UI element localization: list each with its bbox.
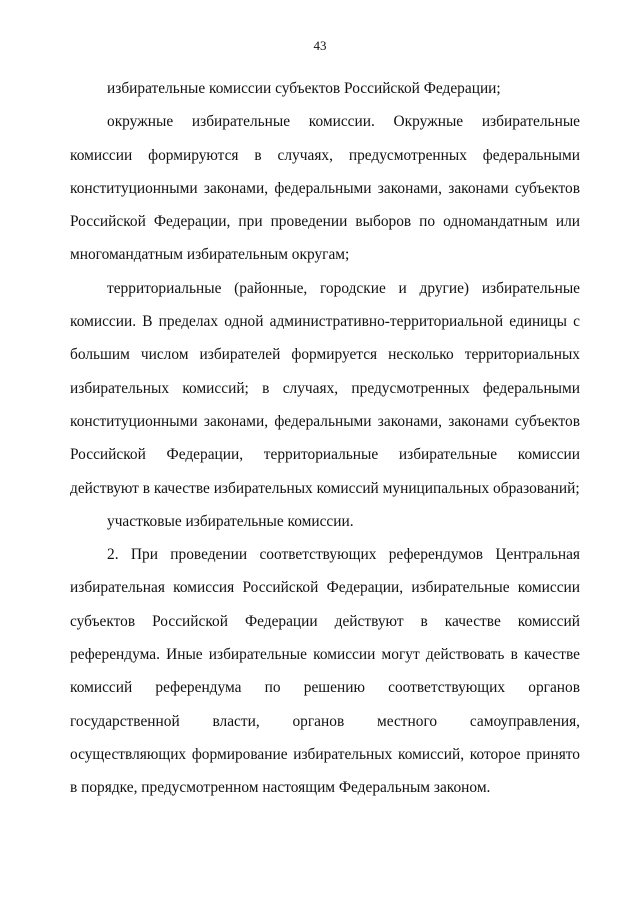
paragraph-referendum-clause: 2. При проведении соответствующих референдумов Центральная избирательная комиссия Российской Федерации, избирательные комиссии субъектов Российской Федерации действуют в качестве комиссий референдума. Иные избирательные комиссии могут действовать в качестве комиссий референдума по решению соответствующих органов государственной власти, органов местного самоуправления, осуществляющих формирование избирательных комиссий, которое принято в порядке, предусмотренном настоящим Федеральным законом. [70, 546, 580, 797]
page-number: 43 [313, 38, 327, 53]
paragraph-territorial-commissions: территориальные (районные, городские и другие) избирательные комиссии. В пределах одной административно-территориальной единицы с большим числом избирателей формируется несколько территориальных избирательных комиссий; в случаях, предусмотренных федеральными конституционными законами, федеральными законами, законами субъектов Российской Федерации, территориальные избирательные комиссии действуют в качестве избирательных комиссий муниципальных образований; [70, 279, 580, 497]
paragraph-regional-commissions: избирательные комиссии субъектов Российской Федерации; [107, 80, 501, 97]
paragraph-district-commissions: окружные избирательные комиссии. Окружные избирательные комиссии формируются в случаях, предусмотренных федеральными конституционными законами, федеральными законами, законами субъектов Российской Федерации, при проведении выборов по одномандатным или многомандатным избирательным округам; [70, 113, 580, 264]
paragraph-precinct-commissions: участковые избирательные комиссии. [107, 512, 354, 530]
body-text [70, 72, 580, 805]
